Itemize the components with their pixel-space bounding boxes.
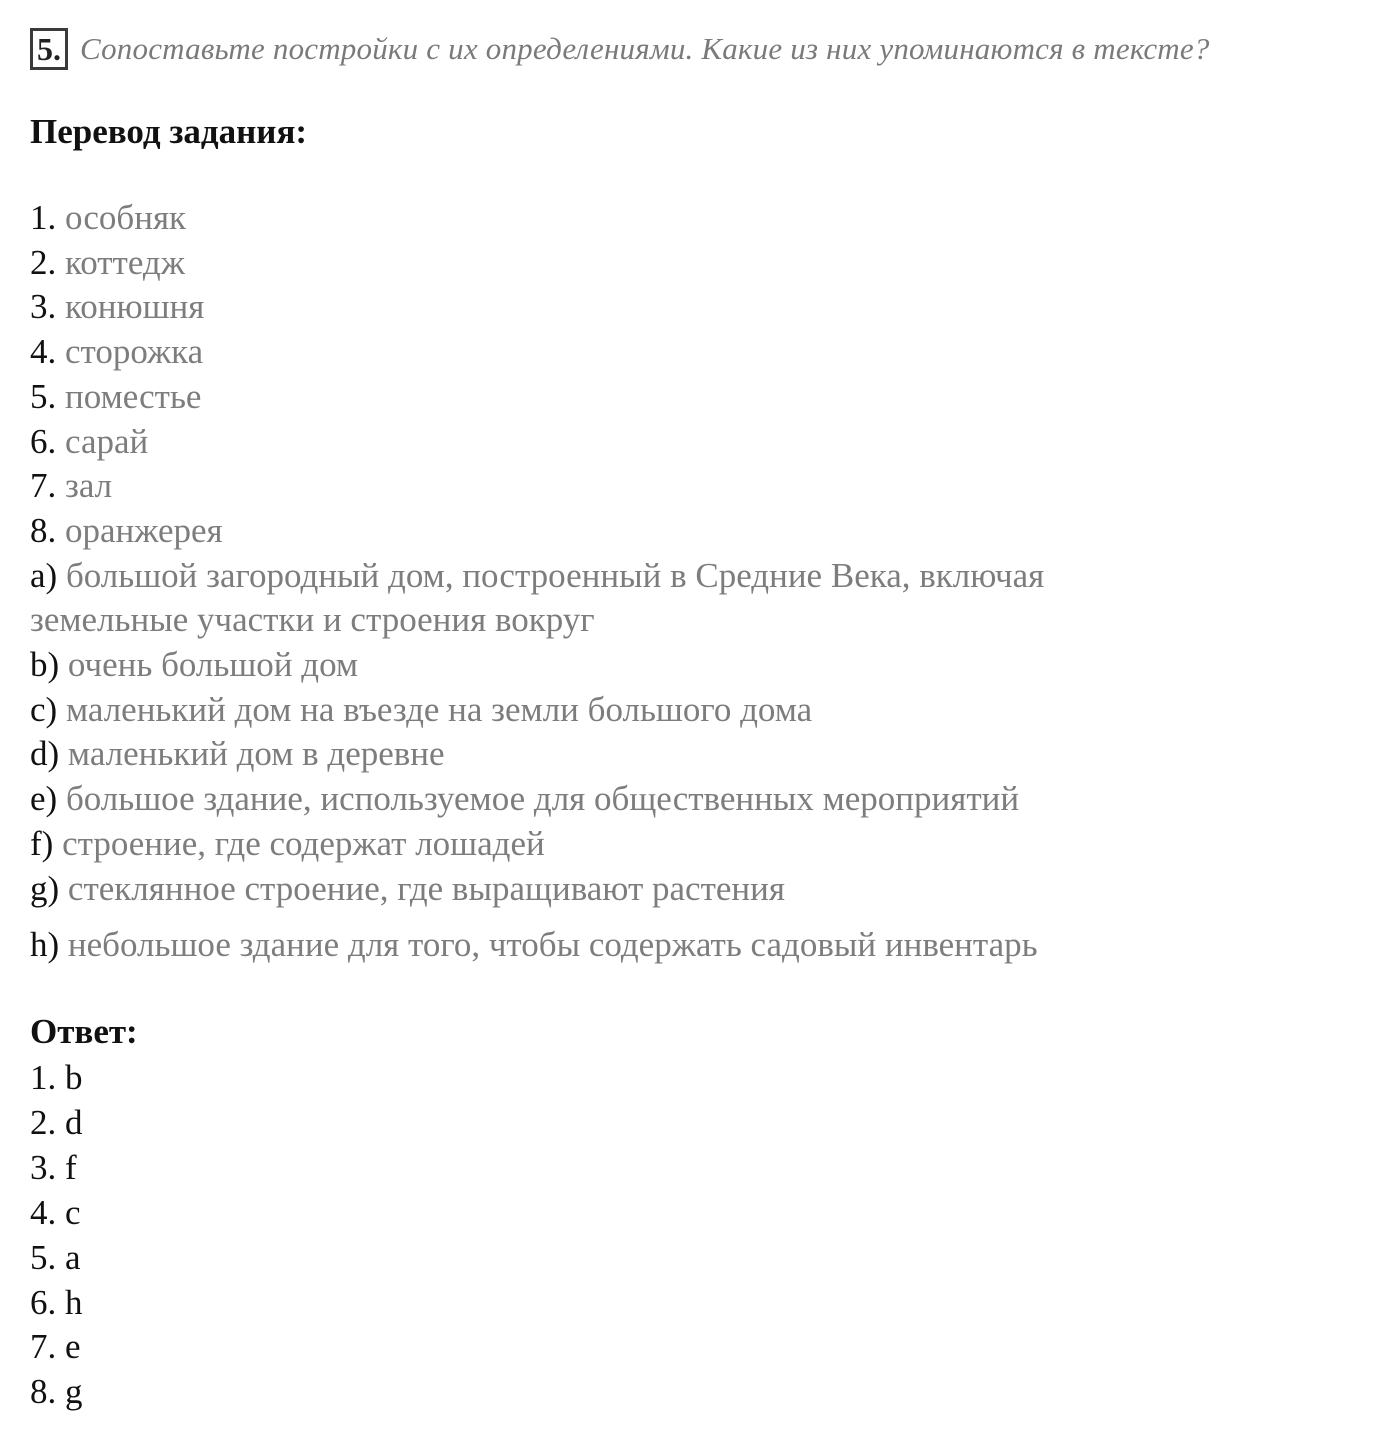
answer-item: 8. g	[30, 1372, 83, 1412]
translation-item	[30, 420, 1044, 465]
item-text: большой загородный дом, построенный в Средние Века, включая	[65, 555, 1045, 595]
task-number-box: 5.	[30, 28, 68, 70]
item-text: сторожка	[65, 332, 204, 372]
item-marker: 1.	[30, 198, 65, 237]
translation-item	[30, 923, 1044, 968]
translation-item	[30, 822, 1044, 867]
item-text: особняк	[65, 198, 187, 237]
translation-item	[30, 330, 1044, 375]
item-marker: 2.	[30, 242, 65, 282]
item-text: сарай	[65, 421, 149, 461]
answer-item: 3. f	[30, 1147, 77, 1187]
item-text: коттедж	[65, 242, 185, 282]
translation-item	[30, 643, 1044, 688]
translation-item	[30, 598, 1044, 643]
translation-item	[30, 285, 1044, 330]
translation-item	[30, 732, 1044, 777]
item-marker: 4.	[30, 332, 65, 372]
translation-item	[30, 777, 1044, 822]
item-marker: f)	[30, 823, 63, 863]
item-text: конюшня	[65, 287, 205, 327]
item-text: маленький дом на въезде на земли большого дома	[65, 689, 813, 729]
item-text: небольшое здание для того, чтобы содержать садовый инвентарь	[67, 925, 1038, 965]
translation-list	[30, 196, 1044, 968]
item-marker: b)	[30, 645, 68, 685]
item-text: очень большой дом	[67, 645, 359, 685]
item-text: большое здание, используемое для общественных мероприятий	[65, 779, 1020, 819]
answer-heading: Ответ:	[30, 1012, 138, 1051]
translation-item	[30, 554, 1044, 599]
item-marker: 7.	[30, 466, 65, 506]
item-text: маленький дом в деревне	[67, 734, 445, 774]
item-marker: h)	[30, 925, 68, 965]
item-marker: e)	[30, 779, 66, 819]
answer-item: 2. d	[30, 1102, 83, 1142]
item-text: стеклянное строение, где выращивают растения	[67, 868, 785, 908]
item-text: строение, где содержат лошадей	[62, 823, 545, 863]
item-marker: 6.	[30, 421, 65, 461]
item-marker: g)	[30, 868, 68, 908]
answer-list	[30, 1056, 83, 1415]
task-header	[30, 28, 1210, 70]
item-text: оранжерея	[65, 510, 223, 550]
answer-item: 4. c	[30, 1192, 81, 1232]
translation-item	[30, 241, 1044, 286]
item-marker: a)	[30, 555, 66, 595]
translation-item	[30, 509, 1044, 554]
answer-item: 7. e	[30, 1327, 81, 1367]
translation-item	[30, 196, 1044, 241]
item-marker: 8.	[30, 510, 65, 550]
translation-item	[30, 867, 1044, 912]
translation-item	[30, 688, 1044, 733]
item-marker: d)	[30, 734, 68, 774]
item-marker: 5.	[30, 376, 65, 416]
translation-heading: Перевод задания:	[30, 112, 308, 151]
item-text: поместье	[65, 376, 202, 416]
item-marker: 3.	[30, 287, 65, 327]
task-instruction: Сопоставьте постройки с их определениями. Какие из них упоминаются в тексте?	[80, 31, 1210, 66]
answer-item: 6. h	[30, 1282, 83, 1322]
item-marker: c)	[30, 689, 66, 729]
translation-item	[30, 375, 1044, 420]
item-text: зал	[65, 466, 113, 506]
translation-item	[30, 464, 1044, 509]
answer-item: 5. a	[30, 1237, 81, 1277]
answer-item: 1. b	[30, 1058, 83, 1097]
item-text: земельные участки и строения вокруг	[30, 600, 595, 640]
